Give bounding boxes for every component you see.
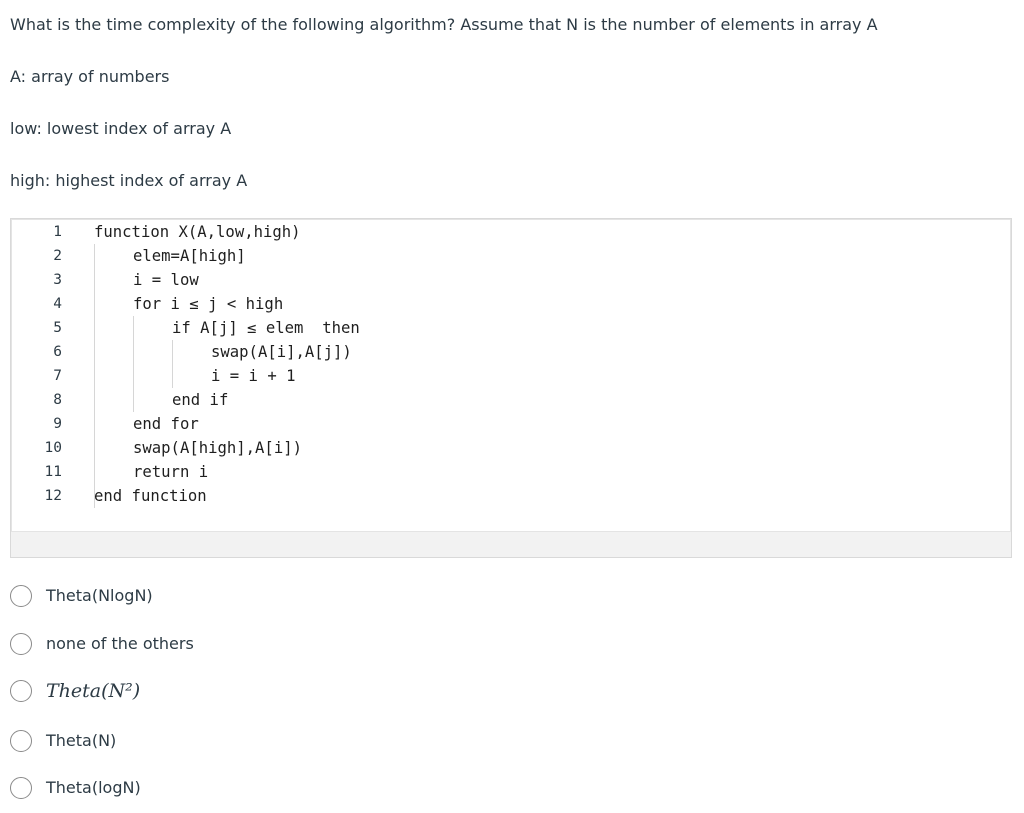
line-number: 5 bbox=[53, 320, 62, 336]
code-text: swap(A[high],A[i]) bbox=[133, 439, 302, 457]
code-block-container bbox=[10, 218, 1012, 558]
definition-low: low: lowest index of array A bbox=[10, 119, 232, 138]
line-number: 3 bbox=[53, 272, 62, 288]
line-number: 8 bbox=[53, 392, 62, 408]
radio-button[interactable] bbox=[10, 680, 32, 702]
answer-label: Theta(logN) bbox=[46, 778, 141, 797]
code-text: for i ≤ j < high bbox=[133, 295, 284, 313]
answer-option-1[interactable] bbox=[10, 582, 153, 610]
code-line bbox=[12, 388, 1010, 412]
code-line bbox=[12, 436, 1010, 460]
code-text: i = low bbox=[133, 271, 199, 289]
code-text: elem=A[high] bbox=[133, 247, 246, 265]
definition-high: high: highest index of array A bbox=[10, 171, 248, 190]
code-text: end if bbox=[172, 391, 229, 409]
line-number: 1 bbox=[53, 224, 62, 240]
code-line bbox=[12, 316, 1010, 340]
line-number: 11 bbox=[44, 464, 62, 480]
code-line bbox=[12, 412, 1010, 436]
answer-label: Theta(NlogN) bbox=[46, 586, 153, 605]
line-number: 7 bbox=[53, 368, 62, 384]
code-text: end for bbox=[133, 415, 199, 433]
code-line bbox=[12, 460, 1010, 484]
line-number: 2 bbox=[53, 248, 62, 264]
code-text: end function bbox=[94, 487, 207, 505]
radio-button[interactable] bbox=[10, 730, 32, 752]
code-line bbox=[12, 340, 1010, 364]
code-line bbox=[12, 268, 1010, 292]
line-number: 4 bbox=[53, 296, 62, 312]
answer-label: Theta(N²) bbox=[46, 680, 141, 702]
answer-option-3[interactable] bbox=[10, 677, 140, 705]
code-text: swap(A[i],A[j]) bbox=[211, 343, 352, 361]
radio-button[interactable] bbox=[10, 585, 32, 607]
answer-option-5[interactable] bbox=[10, 774, 141, 802]
radio-button[interactable] bbox=[10, 633, 32, 655]
code-text: return i bbox=[133, 463, 209, 481]
line-number: 12 bbox=[44, 488, 62, 504]
radio-button[interactable] bbox=[10, 777, 32, 799]
line-number: 6 bbox=[53, 344, 62, 360]
answer-option-4[interactable] bbox=[10, 727, 116, 755]
definition-a: A: array of numbers bbox=[10, 67, 170, 86]
code-line bbox=[12, 364, 1010, 388]
answer-label: none of the others bbox=[46, 634, 194, 653]
code-text: i = i + 1 bbox=[211, 367, 296, 385]
code-line bbox=[12, 220, 1010, 244]
code-line bbox=[12, 292, 1010, 316]
question-prompt: What is the time complexity of the following algorithm? Assume that N is the number of elements in array A bbox=[10, 15, 878, 34]
answer-option-2[interactable] bbox=[10, 630, 194, 658]
code-block bbox=[11, 219, 1011, 532]
code-line bbox=[12, 484, 1010, 508]
answer-label: Theta(N) bbox=[46, 731, 117, 750]
code-line bbox=[12, 244, 1010, 268]
line-number: 10 bbox=[44, 440, 62, 456]
code-text: function X(A,low,high) bbox=[94, 223, 301, 241]
line-number: 9 bbox=[53, 416, 62, 432]
code-text: if A[j] ≤ elem then bbox=[172, 319, 360, 337]
